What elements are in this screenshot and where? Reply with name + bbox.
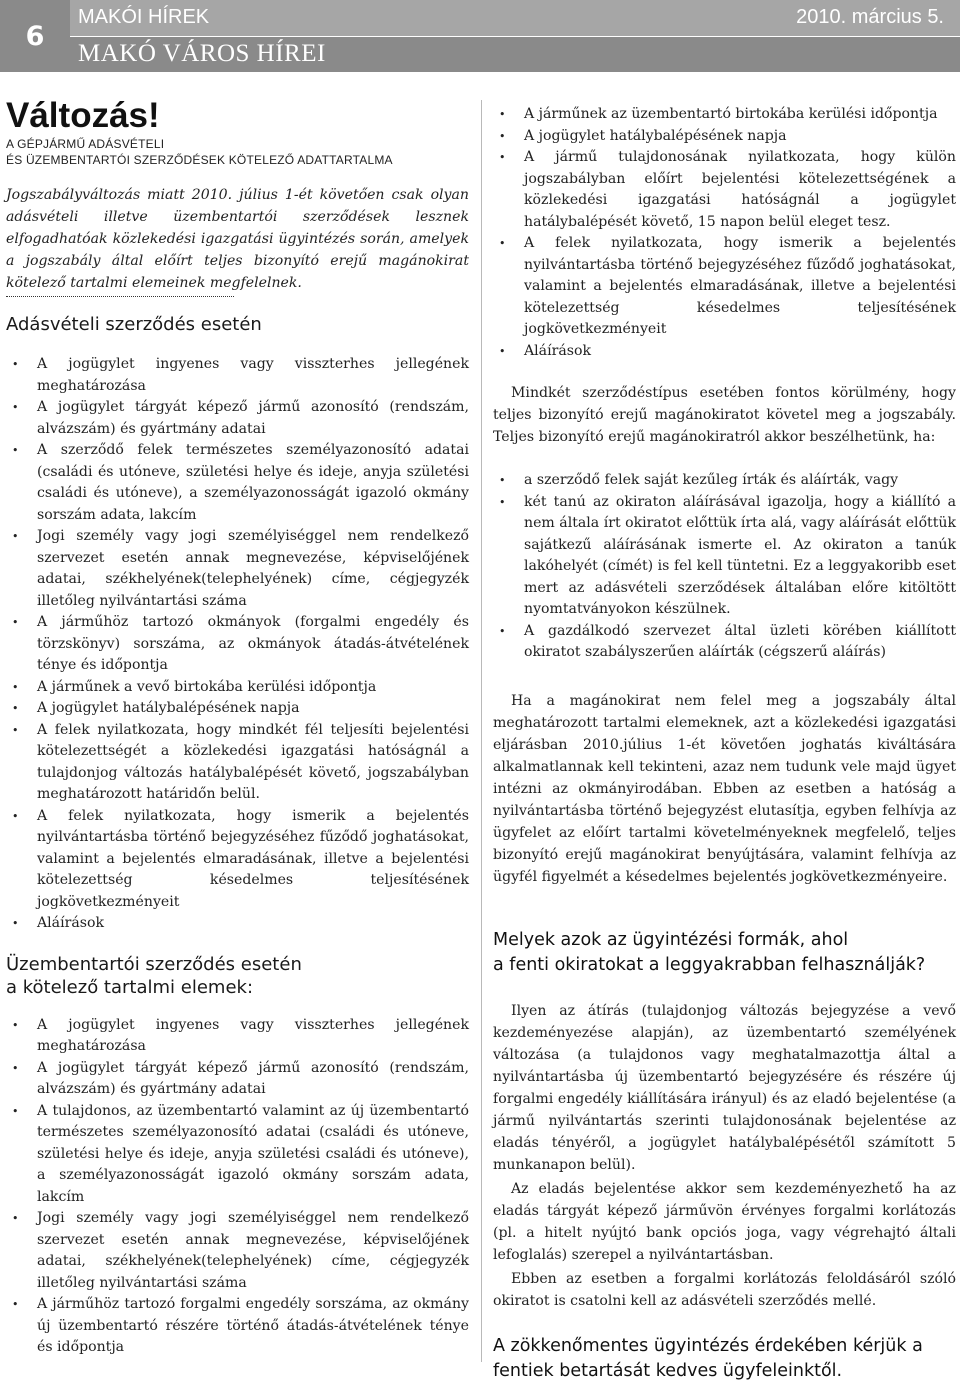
forms-heading-line-2: a fenti okiratokat a leggyakrabban felhasználják? (493, 954, 926, 975)
issue-date: 2010. március 5. (796, 6, 944, 28)
list-item: • A tulajdonos, az üzembentartó valamint az új üzembentartó természetes személyazonosító adatai (családi és utóneve, születési helye és ideje, anyja születési családi és utóneve), a személyazonosságát igazoló okmány sorszám adata, lakcím (6, 1101, 469, 1209)
paper-title: MAKÓ VÁROS HÍREI (78, 40, 326, 67)
closing-line-1: A zökkenőmentes ügyintézés érdekében kérjük a (493, 1335, 923, 1356)
left-column (6, 96, 469, 1359)
section-name: MAKÓI HÍREK (78, 6, 210, 28)
article-intro: Jogszabályváltozás miatt 2010. július 1-ét követően csak olyan adásvételi illetve üzembentartói szerződések lesznek elfogadhatóak közlekedési igazgatási ügyintézés során, amelyek a jogszabály által előírt teljes bizonyító erejű magánokirat kötelező tartalmi elemeinek megfelelnek. (6, 187, 469, 291)
list-item: • A járműhöz tartozó okmányok (forgalmi engedély és törzskönyv) sorszáma, az okmányok átadás-átvételének ténye és időpontja (6, 612, 469, 677)
list-item: • Jogi személy vagy jogi személyiséggel nem rendelkező szervezet esetén annak megnevezése, képviselőjének adatai, székhelyének(telephelyének) címe, cégjegyzék illetőleg nyilvántartási száma (6, 526, 469, 612)
page-number: 6 (0, 0, 70, 72)
keeper-contract-list-continued (493, 104, 956, 362)
header-title-bar (70, 37, 960, 72)
keeper-heading-line-1: Üzembentartói szerződés esetén (6, 953, 302, 975)
header-top-bar (70, 0, 960, 37)
list-item: • A szerződő felek természetes személyazonosító adatai (családi és utóneve, születési helye és ideje, anyja születési családi és utóneve), a személyazonosságát igazoló okmány sorszám adata, lakcím (6, 440, 469, 526)
list-item: • A jogügylet hatálybalépésének napja (6, 698, 469, 720)
list-item: • A felek nyilatkozata, hogy ismerik a bejelentés nyilvántartásba történő bejegyzéséhez fűződő joghatásokat, valamint a bejelentés elmaradásának, illetve a bejelentési kötelezettség késedelmes teljesítésének jogkövetkezményeit (493, 233, 956, 341)
article-title: Változás! (6, 96, 160, 135)
list-item: • A jármű tulajdonosának nyilatkozata, hogy külön jogszabályban előírt bejelentési kötelezettségének a közlekedési igazgatási hatóságnál a jogügylet hatálybalépését követő, 15 napon belül eleget tesz. (493, 147, 956, 233)
forms-paragraph-2: Az eladás bejelentése akkor sem kezdeményezhető ha az eladás tárgyát képező járművön érvényes forgalmi korlátozás (pl. a hitelt nyújtó bank opciós joga, vagy végrehajtó általi lefoglalás) szerepel a nyilvántartásban. (493, 1180, 956, 1263)
sale-contract-list (6, 354, 469, 935)
forms-heading-line-1: Melyek azok az ügyintézési formák, ahol (493, 929, 849, 950)
dotted-separator (6, 296, 234, 297)
list-item: • Aláírások (493, 341, 956, 363)
conditions-list (493, 470, 956, 664)
column-divider (481, 100, 482, 1362)
forms-paragraph-1: Ilyen az átírás (tulajdonjog változás bejegyzése a vevő kezdeményezése alapján), az üzembentartó személyének változása (a tulajdonos vagy meghatalmazottja által a nyilvántartásba új üzembentartó bejegyzésére és részére új forgalmi engedély kiállítására irányul) és az eladó bejelentése (a jármű nyilvántartás szerinti tulajdonosának bejelentése az eladás tényéről, a jogügylet hatálybalépésétől számított 5 munkanapon belül). (493, 1002, 956, 1173)
sale-contract-heading: Adásvételi szerződés esetén (6, 314, 262, 335)
list-item: • két tanú az okiraton aláírásával igazolja, hogy a kiállító a nem általa írt okiratot előttük írta alá, vagy aláírását előttük sajátkezű aláírásának ismerte el. Az okiraton a tanúk lakóhelyét (címét) is fel kell tüntetni. Ez a leggyakoribb eset mert az adásvételi szerződések általában előre kitöltött nyomtatványokon készülnek. (493, 492, 956, 621)
article-subtitle-line-2: ÉS ÜZEMBENTARTÓI SZERZŐDÉSEK KÖTELEZŐ ADATTARTALMA (6, 153, 393, 167)
forms-heading (493, 928, 956, 978)
closing-line-2: fentiek betartását kedves ügyfeleinktől. (493, 1360, 843, 1381)
keeper-contract-list (6, 1015, 469, 1359)
list-item: • a szerződő felek saját kezűleg írták és aláírták, vagy (493, 470, 956, 492)
list-item: • A járműhöz tartozó forgalmi engedély sorszáma, az okmány új üzembentartó részére történő átadás-átvételének ténye és időpontja (6, 1294, 469, 1359)
forms-paragraph-3: Ebben az esetben a forgalmi korlátozás feloldásáról szóló okiratot is csatolni kell az adásvételi szerződés mellé. (493, 1270, 956, 1309)
right-column (493, 104, 956, 1384)
list-item: • A járműnek az üzembentartó birtokába kerülési időpontja (493, 104, 956, 126)
article-subtitle-line-1: A GÉPJÁRMŰ ADÁSVÉTELI (6, 137, 165, 151)
list-item: • A jogügylet tárgyát képező jármű azonosító (rendszám, alvázszám) és gyártmány adatai (6, 1058, 469, 1101)
keeper-contract-heading (6, 953, 469, 999)
list-item: • Aláírások (6, 913, 469, 935)
list-item: • A gazdálkodó szervezet által üzleti körében kiállított okiratot szabályszerűen aláírták (cégszerű aláírás) (493, 621, 956, 664)
list-item: • Jogi személy vagy jogi személyiséggel nem rendelkező szervezet esetén annak megnevezése, képviselőjének adatai, székhelyének(telephelyének) címe, cégjegyzék illetőleg nyilvántartási száma (6, 1208, 469, 1294)
list-item: • A jogügylet hatálybalépésének napja (493, 126, 956, 148)
keeper-heading-line-2: a kötelező tartalmi elemek: (6, 976, 254, 998)
both-types-paragraph: Mindkét szerződéstípus esetében fontos körülmény, hogy teljes bizonyító erejű magánokiratot követel meg a jogszabály. Teljes bizonyító erejű magánokiratról akkor beszélhetünk, ha: (493, 385, 956, 445)
closing-note (493, 1334, 956, 1384)
missing-elements-paragraph: Ha a magánokirat nem felel meg a jogszabály által meghatározott tartalmi elemeknek, azt a közlekedési igazgatási eljárásban 2010.július 1-ét követően joghatás kiváltására alkalmatlannak kell tekinteni, azaz nem tudunk vele majd ügyet intézni az okmányirodában. Ebben az esetben a hatóság a nyilvántartásba történő bejegyzést elutasítja, egyben felhívja az ügyfelet az előírt tartalmi követelményeknek megfelelő, teljes bizonyító erejű magánokirat benyújtására, valamint felhívja az ügyfél figyelmét a késedelmes bejelentés jogkövetkezményeire. (493, 692, 956, 885)
list-item: • A jogügylet tárgyát képező jármű azonosító (rendszám, alvázszám) és gyártmány adatai (6, 397, 469, 440)
list-item: • A jogügylet ingyenes vagy visszterhes jellegének meghatározása (6, 354, 469, 397)
list-item: • A felek nyilatkozata, hogy mindkét fél teljesíti bejelentési kötelezettségét a közlekedési igazgatási hatóságnál a tulajdonjog változás hatálybalépését követő, jogszabályban meghatározott határidőn belül. (6, 720, 469, 806)
list-item: • A felek nyilatkozata, hogy ismerik a bejelentés nyilvántartásba történő bejegyzéséhez fűződő joghatásokat, valamint a bejelentés elmaradásának, illetve a bejelentési kötelezettség késedelmes teljesítésének jogkövetkezményeit (6, 806, 469, 914)
list-item: • A járműnek a vevő birtokába kerülési időpontja (6, 677, 469, 699)
list-item: • A jogügylet ingyenes vagy visszterhes jellegének meghatározása (6, 1015, 469, 1058)
